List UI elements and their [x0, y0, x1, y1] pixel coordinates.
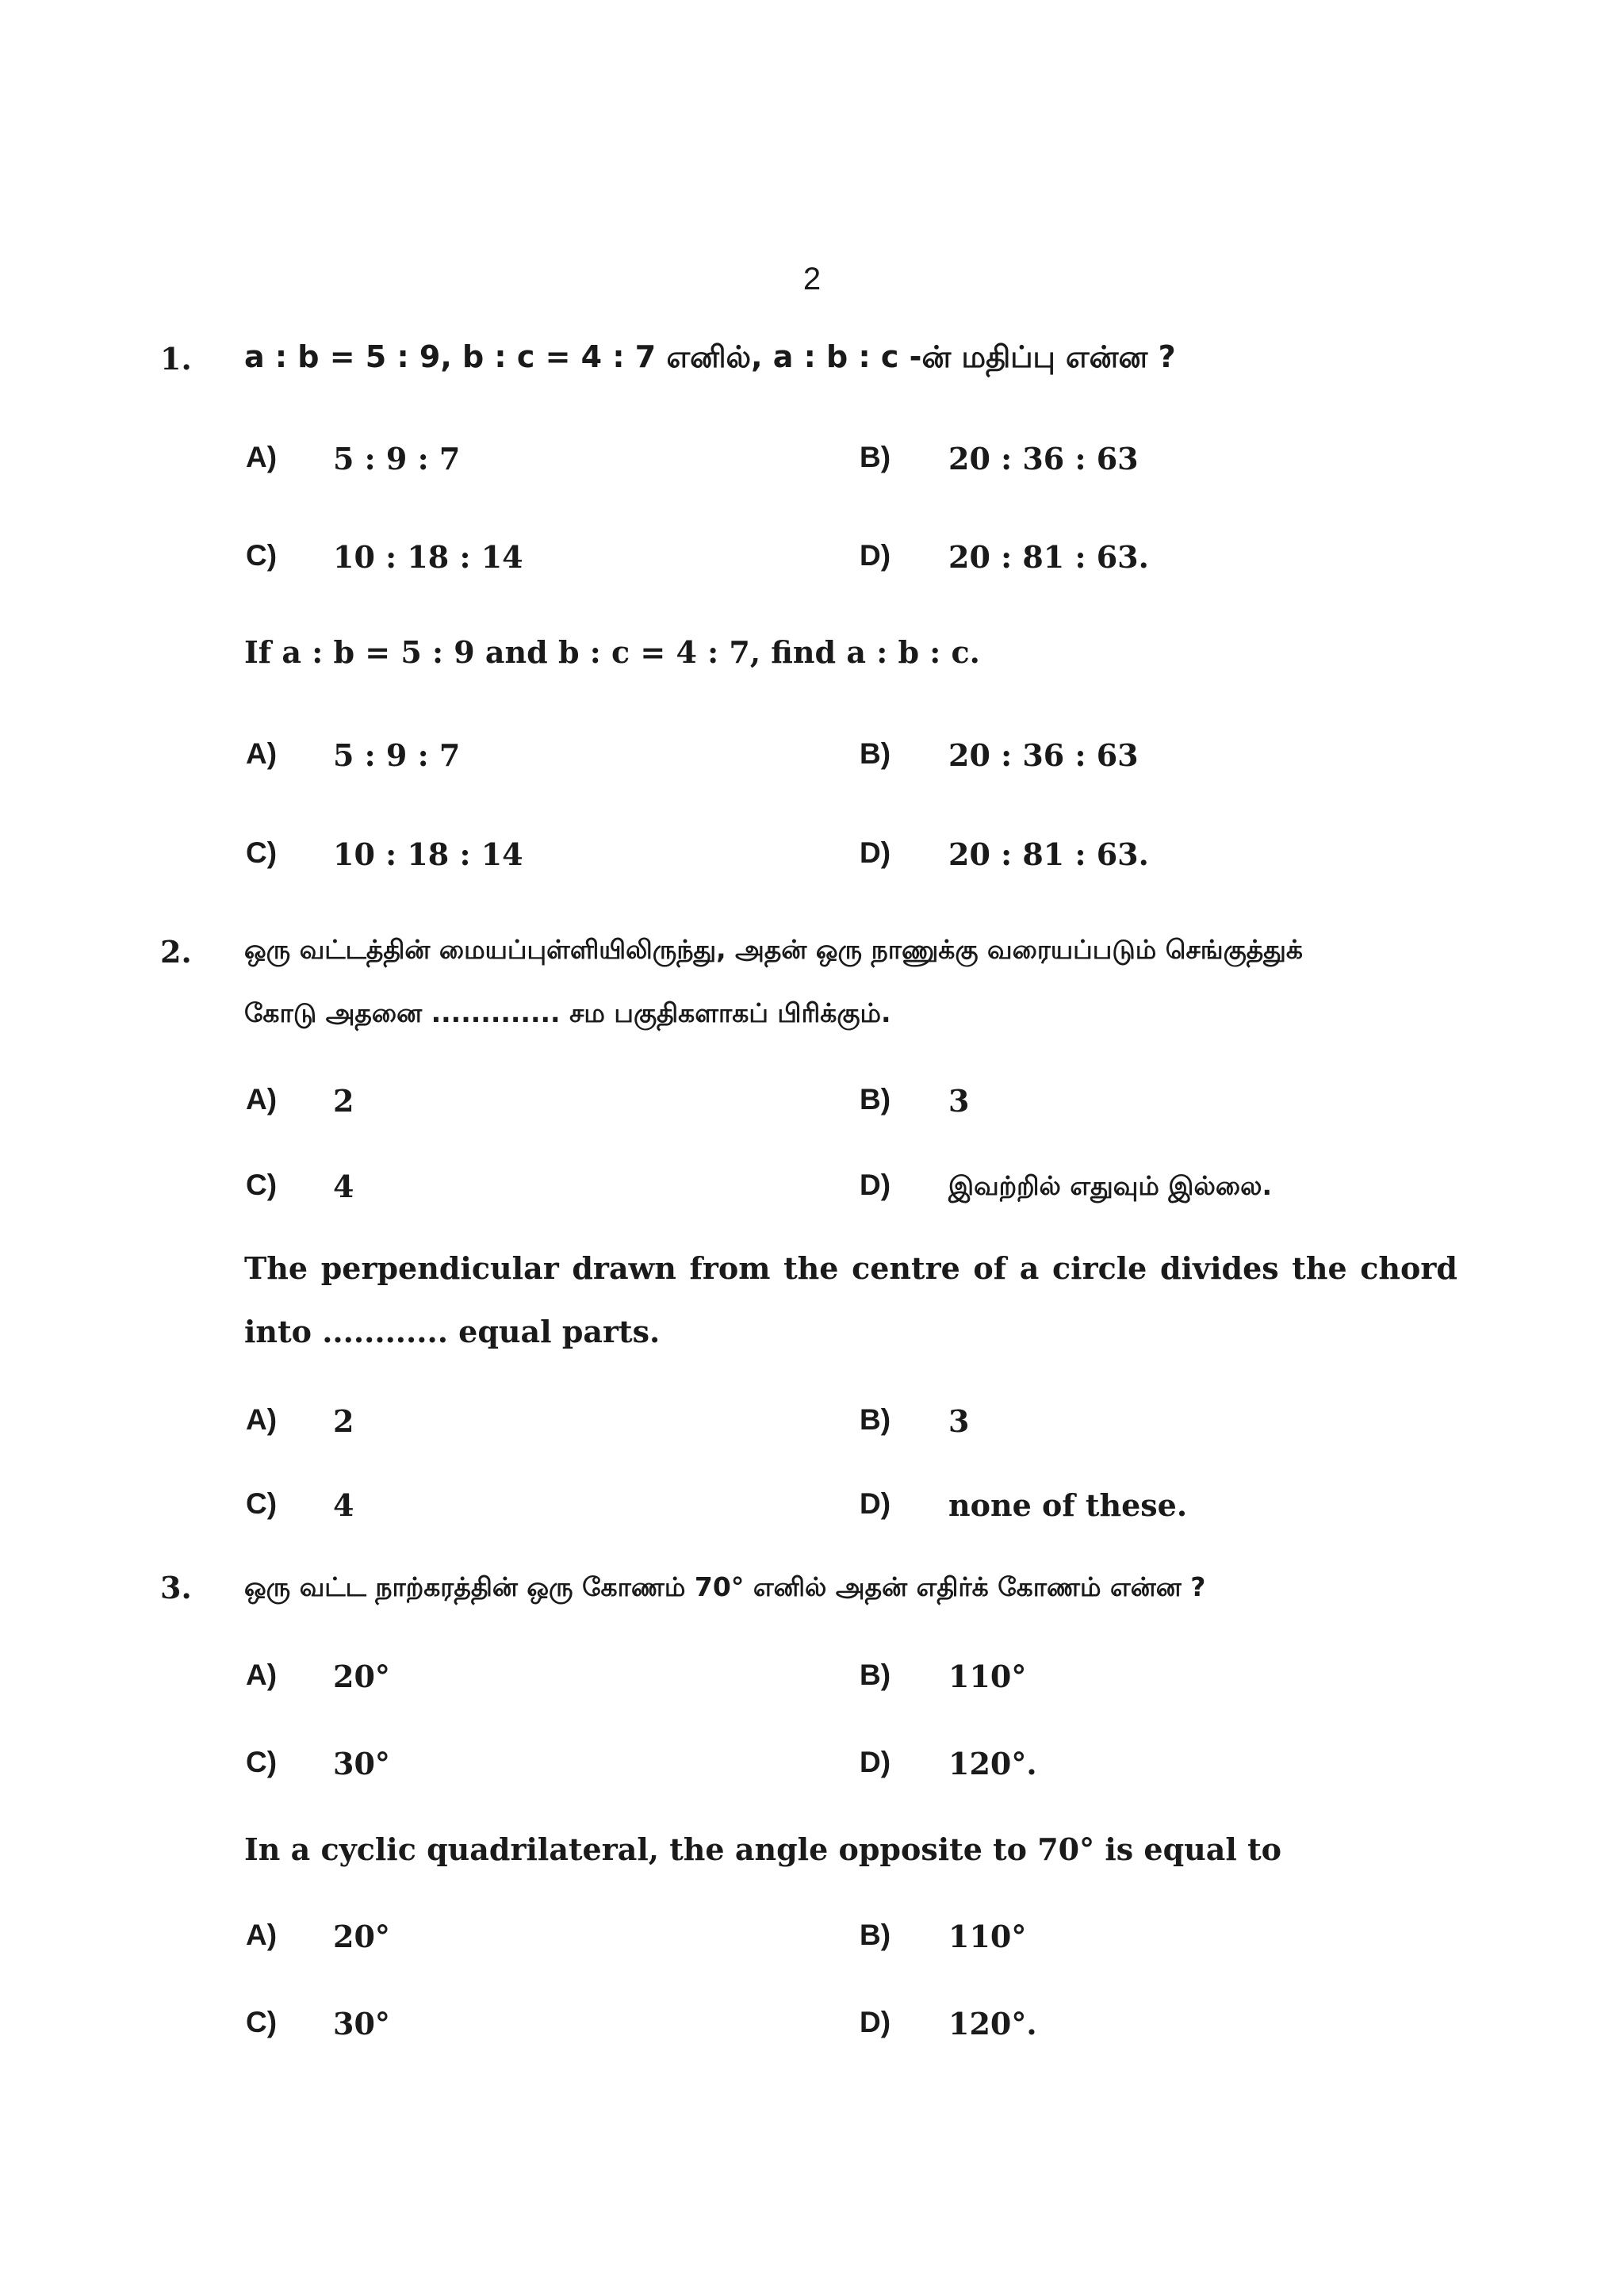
option-text: 20°	[333, 1919, 390, 1954]
option-letter: D)	[860, 1487, 891, 1520]
option-letter: C)	[246, 2006, 278, 2038]
option-text: 30°	[333, 2006, 390, 2042]
option-letter: C)	[246, 539, 278, 572]
question-stem-english: If a : b = 5 : 9 and b : c = 4 : 7, find a : b : c.	[244, 634, 980, 670]
option-letter: C)	[246, 1487, 278, 1520]
option-letter: B)	[860, 1919, 891, 1951]
option-text: 3	[948, 1083, 970, 1119]
page-number: 2	[802, 262, 822, 297]
option-text: none of these.	[948, 1487, 1188, 1523]
option-text: 110°	[948, 1659, 1027, 1694]
option-text: 10 : 18 : 14	[333, 539, 523, 575]
option-letter: D)	[860, 1169, 891, 1201]
option-text: 5 : 9 : 7	[333, 737, 461, 773]
question-stem-tamil: a : b = 5 : 9, b : c = 4 : 7 எனில், a : b : c -ன் மதிப்பு என்ன ?	[244, 339, 1176, 374]
option-letter: A)	[246, 1083, 278, 1115]
option-text: 120°.	[948, 1746, 1037, 1781]
option-letter: A)	[246, 1403, 278, 1436]
option-text: 120°.	[948, 2006, 1037, 2042]
option-letter: B)	[860, 1659, 891, 1691]
option-text: 5 : 9 : 7	[333, 441, 461, 476]
question-stem-english: In a cyclic quadrilateral, the angle opposite to 70° is equal to	[244, 1831, 1281, 1867]
option-text: 20°	[333, 1659, 390, 1694]
option-text: 2	[333, 1083, 354, 1119]
option-letter: B)	[860, 737, 891, 770]
option-text: 110°	[948, 1919, 1027, 1954]
question-stem-tamil: ஒரு வட்ட நாற்கரத்தின் ஒரு கோணம் 70° எனில் அதன் எதிர்க் கோணம் என்ன ?	[244, 1571, 1206, 1602]
option-letter: C)	[246, 836, 278, 869]
question-number: 2.	[160, 934, 192, 970]
option-letter: B)	[860, 1403, 891, 1436]
option-letter: D)	[860, 539, 891, 572]
option-text: 10 : 18 : 14	[333, 836, 523, 872]
option-text: இவற்றில் எதுவும் இல்லை.	[948, 1170, 1273, 1201]
question-number: 3.	[160, 1570, 192, 1605]
option-text: 3	[948, 1403, 970, 1439]
option-text: 2	[333, 1403, 354, 1439]
question-number: 1.	[160, 341, 192, 377]
option-letter: C)	[246, 1746, 278, 1778]
option-text: 20 : 36 : 63	[948, 737, 1139, 773]
option-text: 20 : 36 : 63	[948, 441, 1139, 476]
option-letter: A)	[246, 1919, 278, 1951]
option-letter: A)	[246, 441, 278, 473]
option-letter: D)	[860, 1746, 891, 1778]
option-letter: D)	[860, 836, 891, 869]
question-stem-english: The perpendicular drawn from the centre of a circle divides the chord into ............ equal parts.	[244, 1250, 1457, 1349]
option-letter: C)	[246, 1169, 278, 1201]
option-letter: A)	[246, 1659, 278, 1691]
option-text: 20 : 81 : 63.	[948, 836, 1149, 872]
option-letter: D)	[860, 2006, 891, 2038]
option-text: 4	[333, 1169, 354, 1204]
option-text: 30°	[333, 1746, 390, 1781]
option-letter: B)	[860, 441, 891, 473]
question-stem-tamil-line2: கோடு அதனை ............. சம பகுதிகளாகப் பிரிக்கும்.	[244, 997, 891, 1028]
option-letter: A)	[246, 737, 278, 770]
option-text: 20 : 81 : 63.	[948, 539, 1149, 575]
option-text: 4	[333, 1487, 354, 1523]
option-letter: B)	[860, 1083, 891, 1115]
question-stem-tamil-line1: ஒரு வட்டத்தின் மையப்புள்ளியிலிருந்து, அதன் ஒரு நாணுக்கு வரையப்படும் செங்குத்துக்	[244, 934, 1304, 965]
